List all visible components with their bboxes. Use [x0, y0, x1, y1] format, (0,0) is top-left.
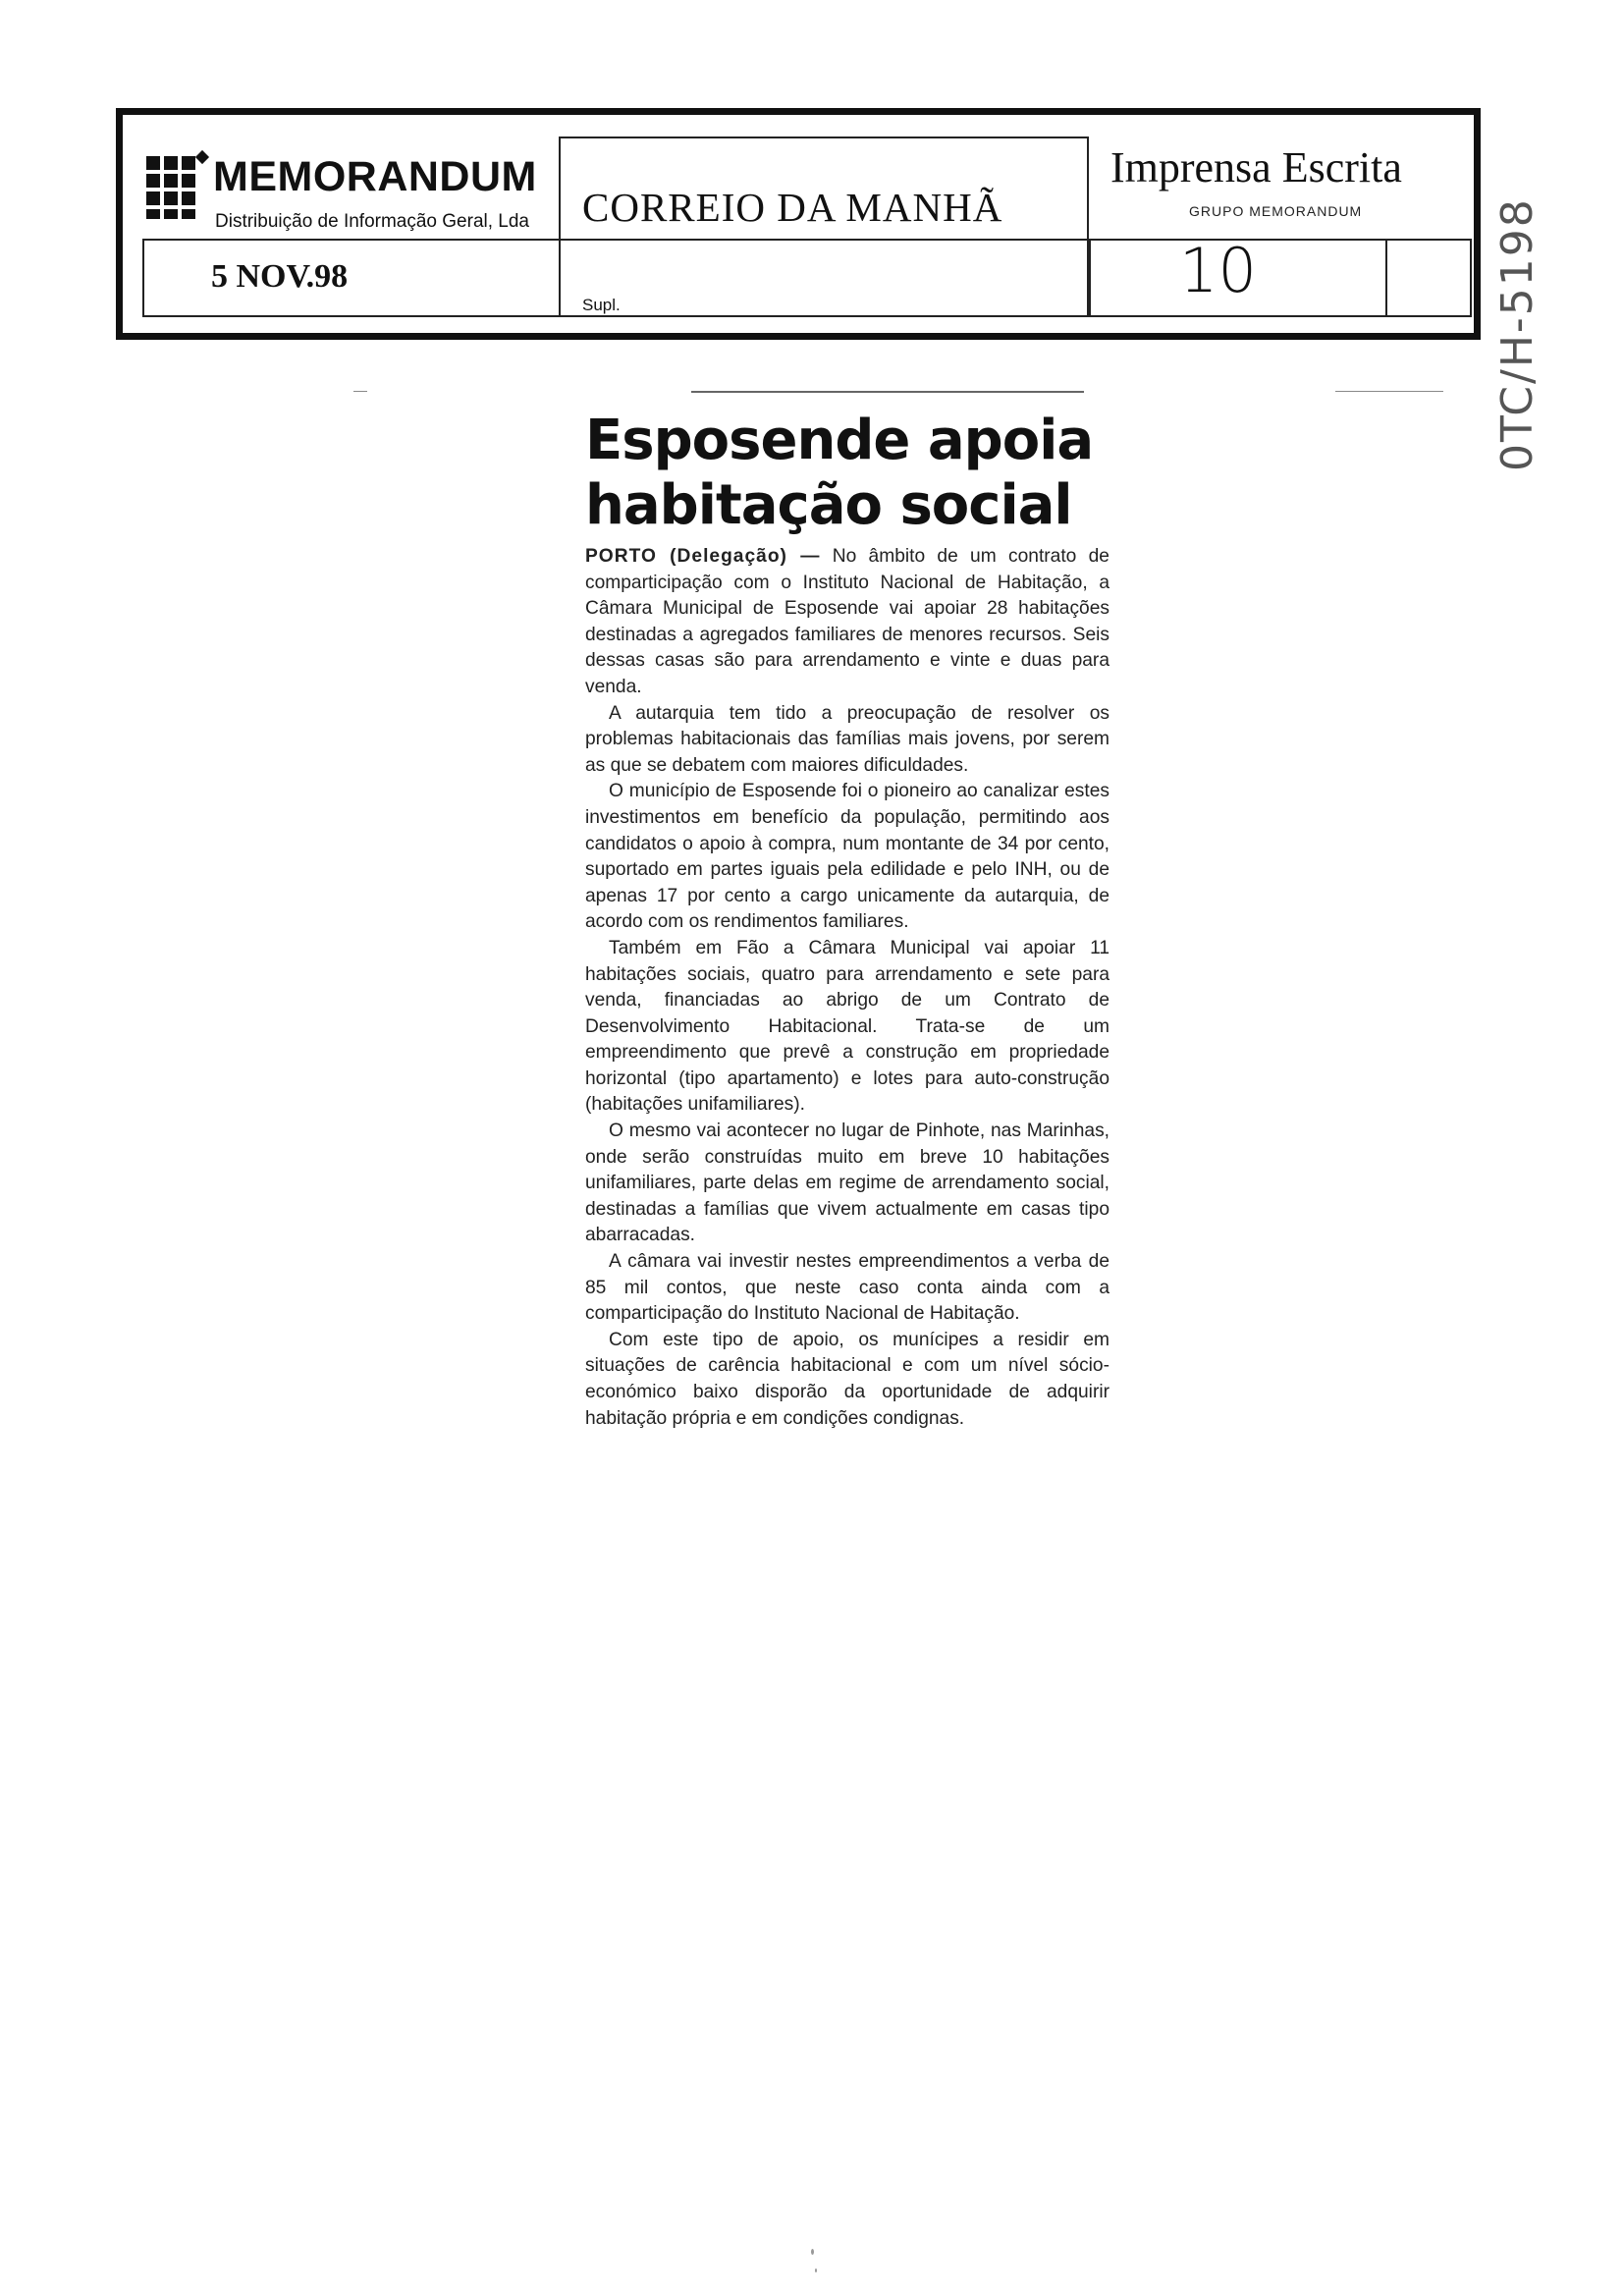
- article-paragraph: O município de Esposende foi o pioneiro ao canalizar estes investimentos em benefício da população, permitindo aos candidatos o apoio à compra, num montante de 34 por cento, suportado em partes iguais pela edilidade e pelo INH, ou de apenas 17 por cento a cargo unicamente da autarquia, de acordo com os rendimentos familiares.: [585, 781, 1109, 933]
- agency-name: MEMORANDUM: [213, 153, 537, 200]
- agency-logo-block: [142, 137, 559, 239]
- article-paragraph: O mesmo vai acontecer no lugar de Pinhote, nas Marinhas, onde serão construídas muito em breve 10 habitações unifamiliares, parte delas em regime de arrendamento social, destinadas a famílias que vivem actualmente em casas tipo abarracadas.: [585, 1121, 1109, 1246]
- newspaper-name: CORREIO DA MANHÃ: [582, 185, 1003, 230]
- article-paragraph: Também em Fão a Câmara Municipal vai apoiar 11 habitações sociais, quatro para arrendamento e sete para venda, financiadas ao abrigo de um Contrato de Desenvolvimento Habitacional. Trata-se de um empreendimento que prevê a construção em propriedade horizontal (tipo apartamento) e lotes para auto-construção (habitações unifamiliares).: [585, 937, 1109, 1116]
- scan-speck: [815, 2269, 817, 2272]
- press-type: Imprensa Escrita: [1110, 143, 1402, 191]
- separator-rule: [353, 391, 367, 392]
- clipping-date: 5 NOV.98: [211, 258, 349, 295]
- page-subcell: [1385, 239, 1470, 317]
- archive-code: 0TC/H-5198: [1492, 197, 1542, 471]
- agency-logo-icon: [146, 156, 207, 219]
- header-divider: [559, 239, 1089, 241]
- headline-line-2: habitação social: [585, 473, 1072, 537]
- clipping-header: [116, 108, 1481, 340]
- scan-speck: [811, 2249, 814, 2255]
- press-group: GRUPO MEMORANDUM: [1189, 203, 1363, 219]
- separator-rule: [1335, 391, 1443, 392]
- article-paragraph: A câmara vai investir nestes empreendimentos a verba de 85 mil contos, que neste caso conta ainda com a comparticipação do Instituto Nacional de Habitação.: [585, 1251, 1109, 1325]
- article-paragraph: A autarquia tem tido a preocupação de resolver os problemas habitacionais das famílias mais jovens, por serem as que se debatem com maiores dificuldades.: [585, 702, 1109, 776]
- page-cell: [1089, 235, 1472, 317]
- article: [585, 409, 1109, 1432]
- date-cell: [142, 239, 561, 317]
- article-body: [585, 544, 1109, 1432]
- separator-rule: [691, 391, 1084, 393]
- page-number: 10: [1179, 235, 1257, 306]
- newspaper-cell: [559, 137, 1089, 317]
- article-dateline: PORTO (Delegação) —: [585, 546, 821, 567]
- agency-subtitle: Distribuição de Informação Geral, Lda: [215, 211, 529, 232]
- supplement-label: Supl.: [582, 296, 621, 314]
- article-paragraph: Com este tipo de apoio, os munícipes a residir em situações de carência habitacional e com um nível sócio-económico baixo disporão da oportunidade de adquirir habitação própria e em condições condignas.: [585, 1329, 1109, 1429]
- article-headline: [585, 409, 1109, 538]
- article-paragraph: PORTO (Delegação) — No âmbito de um contrato de comparticipação com o Instituto Nacional de Habitação, a Câmara Municipal de Esposende vai apoiar 28 habitações destinadas a agregados familiares de menores recursos. Seis dessas casas são para arrendamento e vinte e duas para venda.: [585, 546, 1109, 697]
- headline-line-1: Esposende apoia: [585, 409, 1094, 472]
